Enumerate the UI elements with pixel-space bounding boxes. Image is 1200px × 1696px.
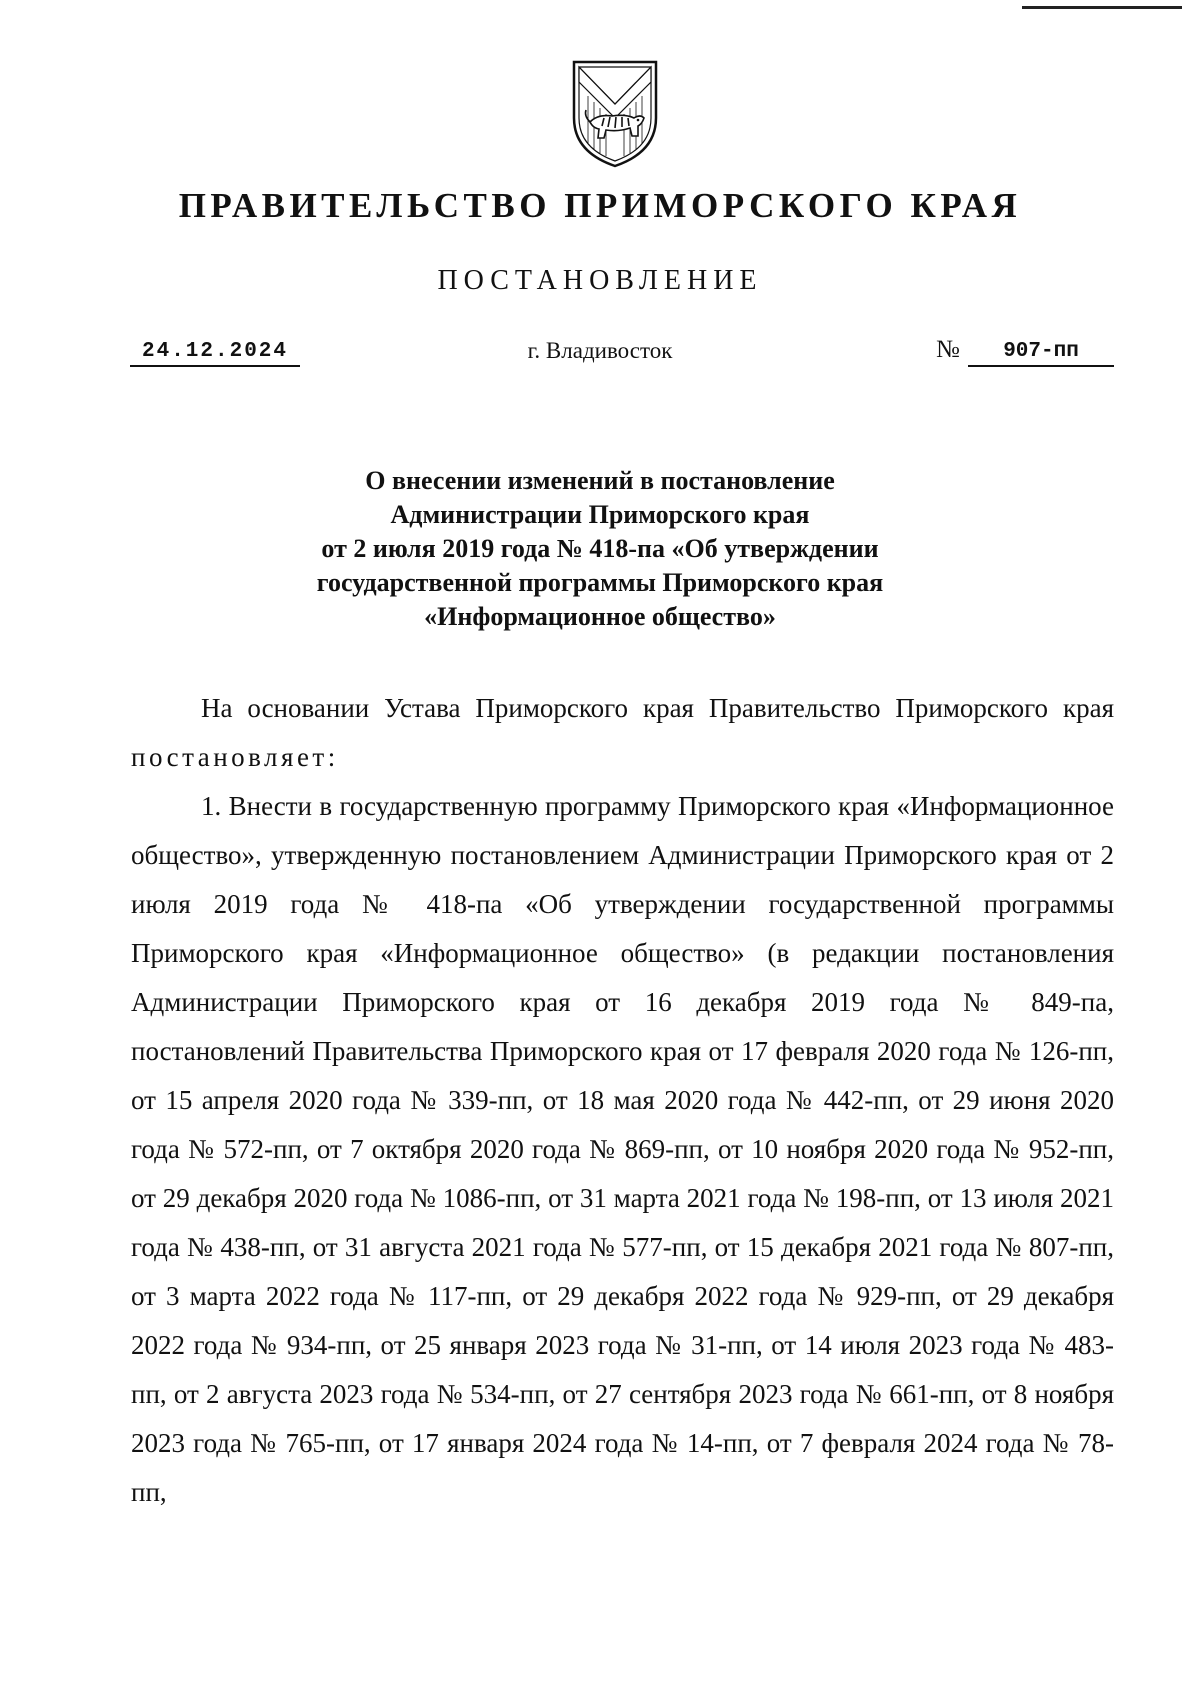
- document-number-label: №: [936, 336, 960, 363]
- scan-edge-line: [1022, 6, 1182, 9]
- document-title-line: государственной программы Приморского края: [316, 568, 884, 597]
- document-city: г. Владивосток: [527, 338, 673, 363]
- document-title-line: Администрации Приморского края: [390, 500, 810, 529]
- document-title-line: О внесении изменений в постановление: [365, 466, 835, 495]
- government-name: ПРАВИТЕЛЬСТВО ПРИМОРСКОГО КРАЯ: [178, 186, 1022, 225]
- item-1-paragraph: 1. Внести в государственную программу Приморского края «Информационное общество», утвержденную постановлением Администрации Приморского края от 2 июля 2019 года № 418-па «Об утверждении государственной программы Приморского края «Информационное общество» (в редакции постановления Администрации Приморского края от 16 декабря 2019 года № 849-па, постановлений Правительства Приморского края от 17 февраля 2020 года № 126-пп, от 15 апреля 2020 года № 339-пп, от 18 мая 2020 года № 442-пп, от 29 июня 2020 года № 572-пп, от 7 октября 2020 года № 869-пп, от 10 ноября 2020 года № 952-пп, от 29 декабря 2020 года № 1086-пп, от 31 марта 2021 года № 198-пп, от 13 июля 2021 года № 438-пп, от 31 августа 2021 года № 577-пп, от 15 декабря 2021 года № 807-пп, от 3 марта 2022 года № 117-пп, от 29 декабря 2022 года № 929-пп, от 29 декабря 2022 года № 934-пп, от 25 января 2023 года № 31-пп, от 14 июля 2023 года № 483-пп, от 2 августа 2023 года № 534-пп, от 27 сентября 2023 года № 661-пп, от 8 ноября 2023 года № 765-пп, от 17 января 2024 года № 14-пп, от 7 февраля 2024 года № 78-пп,: [131, 791, 1114, 1507]
- document-title-line: «Информационное общество»: [424, 602, 776, 631]
- intro-paragraph: На основании Устава Приморского края Правительство Приморского края: [201, 693, 1114, 723]
- coat-of-arms-emblem-icon: [568, 56, 662, 170]
- document-title-line: от 2 июля 2019 года № 418-па «Об утверждении: [321, 534, 879, 563]
- document-title: [0, 464, 1200, 634]
- document-date: 24.12.2024: [130, 340, 300, 367]
- document-number: 907-пп: [968, 340, 1114, 367]
- document-type: ПОСТАНОВЛЕНИЕ: [437, 265, 763, 296]
- decree-word: постановляет:: [131, 742, 339, 772]
